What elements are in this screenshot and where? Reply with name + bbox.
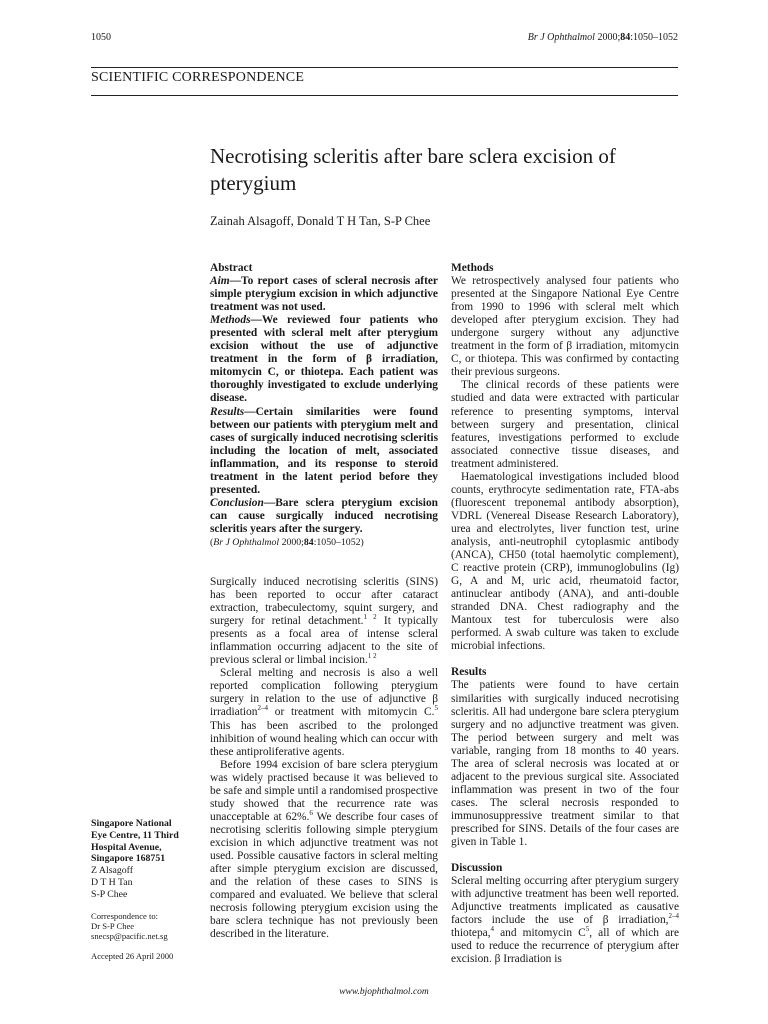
intro-p3-b: We describe four cases of necrotising scleritis following simple pterygium excision in which adjunctive treatment was not used. Possible causative factors in scleral melting after simple pterygium excision are discussed, and the relation of these cases to SINS is compared and evaluated. We believe that scleral necrosis following pterygium excision using the bare sclera technique has not previously been described in the literature. <box>210 810 438 941</box>
aim-text: —To report cases of scleral necrosis after simple pterygium excision in which adjunctive treatment was not used. <box>210 275 438 314</box>
correspondence-label: Correspondence to: <box>91 910 159 921</box>
correspondence-email[interactable]: snecsp@pacific.net.sg <box>91 930 168 941</box>
intro-paragraph-1 <box>210 576 438 667</box>
discussion-p1-b: thiotepa, <box>451 927 491 940</box>
article-authors: Zainah Alsagoff, Donald T H Tan, S-P Chee <box>210 214 431 228</box>
reference-superscript: 6 <box>309 809 313 818</box>
abstract-conclusion <box>210 497 438 536</box>
intro-paragraph-2 <box>210 667 438 758</box>
spacer <box>91 901 201 911</box>
intro-p2-c: This has been ascribed to the prolonged inhibition of wound healing which can occur with these antiproliferative agents. <box>210 719 438 758</box>
footer-url[interactable]: www.bjophthalmol.com <box>339 987 429 997</box>
methods-heading: Methods <box>451 262 494 274</box>
reference-superscript: 2–4 <box>668 912 679 921</box>
journal-reference <box>528 32 678 43</box>
reference-superscript: 1 2 <box>363 613 377 622</box>
journal-pages: :1050–1052 <box>630 32 678 43</box>
reference-superscript: 4 <box>490 925 495 934</box>
citation-year: 2000; <box>279 536 304 548</box>
citation-journal: Br J Ophthalmol <box>213 536 280 548</box>
aim-label: Aim <box>210 275 230 288</box>
spacer <box>451 653 679 666</box>
discussion-p1-a: Scleral melting occurring after pterygium surgery with adjunctive treatment has been well reported. Adjunctive treatments implicated as causative factors include the use of β irradiation, <box>451 875 679 927</box>
methods-paragraph-2: The clinical records of these patients were studied and data were extracted with particular reference to presenting symptoms, interval between surgery and presentation, clinical features, investigations performed to exclude associated connective tissue diseases, and treatment administered. <box>451 379 679 470</box>
intro-p1-tail: It typically presents as a focal area of intense scleral inflammation occurring adjacent to the site of previous scleral or limbal incision. <box>210 615 438 667</box>
reference-superscript: 1 2 <box>367 652 377 661</box>
institution-line: Hospital Avenue, <box>91 841 162 853</box>
page-number: 1050 <box>91 32 111 43</box>
intro-p3-a: Before 1994 excision of bare sclera pterygium was widely practised because it was believed to be safe and simple until a randomised prospective study showed that the recurrence rate was unacceptable at 62%. <box>210 758 438 823</box>
introduction <box>210 576 438 941</box>
correspondence-name: Dr S-P Chee <box>91 920 135 931</box>
article-title: Necrotising scleritis after bare sclera excision of pterygium <box>210 144 616 195</box>
intro-p2-b: or treatment with mitomycin C. <box>267 706 435 719</box>
spacer <box>91 941 201 951</box>
abstract-results <box>210 406 438 497</box>
methods-paragraph-3: Haematological investigations included blood counts, erythrocyte sedimentation rate, FTA-abs (fluorescent treponemal antibody absorption), VDRL (Venereal Disease Research Laboratory), urea and electrolytes, liver function test, urine analysis, anti-neutrophil cytoplasmic antibody (ANCA), CH50 (total haemolytic complement), C reactive protein (CRP), immunoglobulins (Ig) G, A and M, uric acid, rheumatoid factor, antinuclear antibody (ANA), and anti-double stranded DNA. Chest radiography and the Mantoux test for tuberculosis were also performed. A swab culture was taken to exclude microbial infections. <box>451 470 679 653</box>
reference-superscript: 2–4 <box>257 704 268 713</box>
section-title: SCIENTIFIC CORRESPONDENCE <box>91 70 305 85</box>
results-label: Results <box>210 405 245 418</box>
discussion-p1-c: and mitomycin C <box>494 927 586 940</box>
discussion-heading: Discussion <box>451 862 503 875</box>
abstract-heading: Abstract <box>210 262 253 274</box>
section-rule-bottom <box>91 95 678 96</box>
affiliated-author: Z Alsagoff <box>91 865 133 877</box>
methods-label: Methods <box>210 314 251 327</box>
journal-volume: 84 <box>620 32 631 43</box>
discussion-p1-d: , all of which are used to reduce the recurrence of pterygium after excision. β Irradiation is <box>451 927 679 966</box>
citation-volume: 84 <box>303 536 314 548</box>
citation-pages: :1050–1052) <box>313 536 364 548</box>
section-rule-top <box>91 67 678 68</box>
results-heading: Results <box>451 666 487 679</box>
accepted-date: Accepted 26 April 2000 <box>91 951 174 962</box>
abstract <box>210 262 438 549</box>
methods-text: —We reviewed four patients who presented with scleral melt after pterygium excision without the use of adjunctive treatment in the form of β irradiation, mitomycin C, or thiotepa. Each patient was thoroughly investigated to exclude underlying disease. <box>210 314 438 405</box>
abstract-methods <box>210 314 438 405</box>
methods-paragraph-1: We retrospectively analysed four patients who presented at the Singapore National Eye Centre from 1990 to 1996 with scleral melt which developed after pterygium excision. They had undergone surgery without any adjunctive treatment in the form of β irradiation, mitomycin C, or thiotepa. This was confirmed by contacting their previous surgeons. <box>451 275 679 379</box>
institution-line: Singapore National <box>91 818 172 829</box>
affiliated-author: D T H Tan <box>91 876 133 888</box>
abstract-aim <box>210 275 438 314</box>
results-paragraph-1: The patients were found to have certain similarities with surgically induced necrotising scleritis. All had undergone bare sclera pterygium surgery and no adjunctive treatment was given. The period between surgery and melt was variable, ranging from 18 months to 40 years. The area of scleral necrosis was located at or adjacent to the previous surgical site. Associated inflammation was present in two of the four cases. The scleral necrosis responded to immunosuppressive treatment similar to that prescribed for SINS. Details of the four cases are given in Table 1. <box>451 679 679 849</box>
results-text: —Certain similarities were found between our patients with pterygium melt and cases of surgically induced necrotising scleritis including the location of melt, associated inflammation, and its response to steroid treatment in the latent period before they presented. <box>210 405 438 496</box>
abstract-citation: (Br J Ophthalmol 2000;84:1050–1052) <box>210 536 364 548</box>
conclusion-label: Conclusion <box>210 496 264 509</box>
right-column <box>451 262 679 966</box>
conclusion-text: —Bare sclera pterygium excision can cause surgically induced necrotising scleritis years after the surgery. <box>210 496 438 535</box>
intro-paragraph-3 <box>210 759 438 942</box>
reference-superscript: 5 <box>434 704 438 713</box>
intro-p2-a: Scleral melting and necrosis is also a well reported complication following pterygium surgery in relation to the use of adjunctive β irradiation <box>210 667 438 719</box>
institution-line: Eye Centre, 11 Third <box>91 829 179 841</box>
journal-name: Br J Ophthalmol <box>527 32 595 43</box>
discussion-paragraph-1 <box>451 875 679 966</box>
intro-p1-text: Surgically induced necrotising scleritis (SINS) has been reported to occur after cataract extraction, trabeculectomy, squint surgery, and surgery for retinal detachment. <box>210 576 438 628</box>
affiliation-sidebar <box>91 818 201 961</box>
reference-superscript: 5 <box>585 925 590 934</box>
journal-year: 2000; <box>597 32 621 43</box>
spacer <box>451 849 679 862</box>
institution-line: Singapore 168751 <box>91 853 166 865</box>
affiliated-author: S-P Chee <box>91 888 128 900</box>
